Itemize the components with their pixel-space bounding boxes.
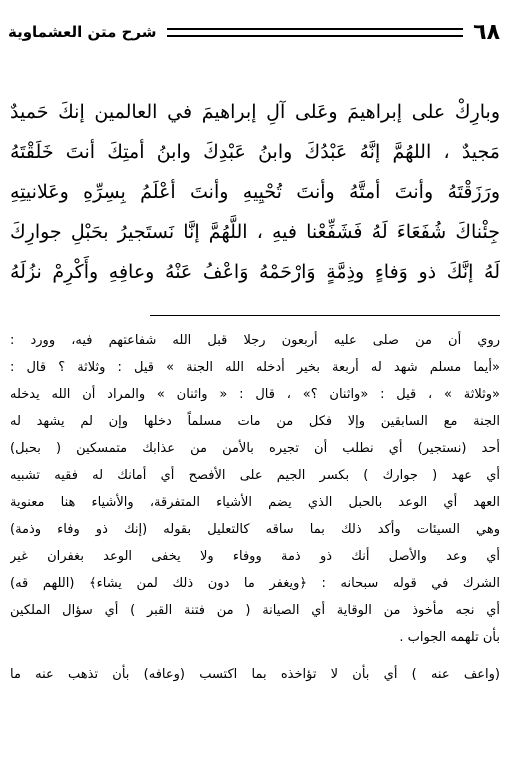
commentary-line: أي نجه مأخوذ من الوقاية أي الصيانة ( من فتنة القبر ) أي سؤال الملكين (10, 603, 500, 618)
commentary-line: «وثلاثة » ، قيل : «واثنان ؟» ، قال : « واثنان » والمراد أن الله يدخله (10, 387, 500, 402)
matn-line: ورَزَقْتَهُ وأنتَ أمتَّهُ وأنتَ تُحْيِيهِ وأنتَ أعْلَمُ بِسِرِّهِ وعَلانيتِهِ (10, 181, 500, 203)
section-divider (150, 315, 500, 316)
matn-line: وبارِكْ على إبراهيمَ وعَلى آلِ إبراهيمَ في العالمين إنكَ حَميدٌ (10, 101, 500, 123)
page-number: ٦٨ (473, 19, 500, 45)
header-rule (167, 28, 464, 37)
commentary-line: (واعف عنه ) أي بأن لا تؤاخذه بما اكتسب (وعافه) بأن تذهب عنه ما (10, 667, 500, 682)
commentary-line: وهي السيئات وأكد ذلك بما ساقه كالتعليل بقوله (إنك ذو وفاء وذمة) (10, 522, 500, 537)
commentary-line: أي عهد ( جوارك ) بكسر الجيم على الأفصح أي أمانك له فقيه تشبيه (10, 468, 500, 483)
matn-line: لَهُ إنَّكَ ذو وَفاءٍ وذِمَّةٍ وَارْحَمْهُ وَاعْفُ عَنْهُ وعافِهِ وأَكْرِمْ نزُلَهُ (10, 261, 500, 283)
matn-text (10, 92, 500, 292)
page-header (8, 8, 500, 56)
matn-line: مَجيدٌ ، اللهُمَّ إنَّهُ عَبْدُكَ وابنُ عَبْدِكَ وابنُ أمتِكَ أنتَ خَلَقْتَهُ (10, 141, 500, 163)
paragraph-gap (10, 651, 500, 661)
commentary-line: أي وعد والأصل أنك ذو ذمة ووفاء ولا يخفى الوعد بغفران غير (10, 549, 500, 564)
book-title: شرح متن العشماوية (8, 23, 157, 41)
commentary-line: الشرك في قوله سبحانه : ﴿ويغفر ما دون ذلك لمن يشاء﴾ (اللهم قه) (10, 576, 500, 591)
commentary-line: العهد أي الوعد بالحبل الذي يضم الأشياء المتفرقة، والأشياء هنا معنوية (10, 495, 500, 510)
commentary-text (10, 327, 500, 688)
commentary-line: روي أن من صلى عليه أربعون رجلا قبل الله شفاعتهم فيه، وورد : (10, 333, 500, 348)
matn-line: جِئْناكَ شُفَعَاءَ لَهُ فَشَفِّعْنا فيهِ ، اللَّهُمَّ إنَّا نَستَجيرُ بحَبْلِ جوارِكَ (10, 221, 500, 243)
commentary-line: الجنة مع السابقين وإلا فكل من مات مسلماً دخلها وإن لم يشهد له (10, 414, 500, 429)
commentary-line: أحد (نستجير) أي نطلب أن تجيره بالأمن من عذابك متمسكين ( بحبل) (10, 441, 500, 456)
commentary-line: «أيما مسلم شهد له أربعة بخير أدخله الله الجنة » قيل : وثلاثة ؟ قال : (10, 360, 500, 375)
commentary-line: بأن تلهمه الجواب . (399, 630, 500, 645)
